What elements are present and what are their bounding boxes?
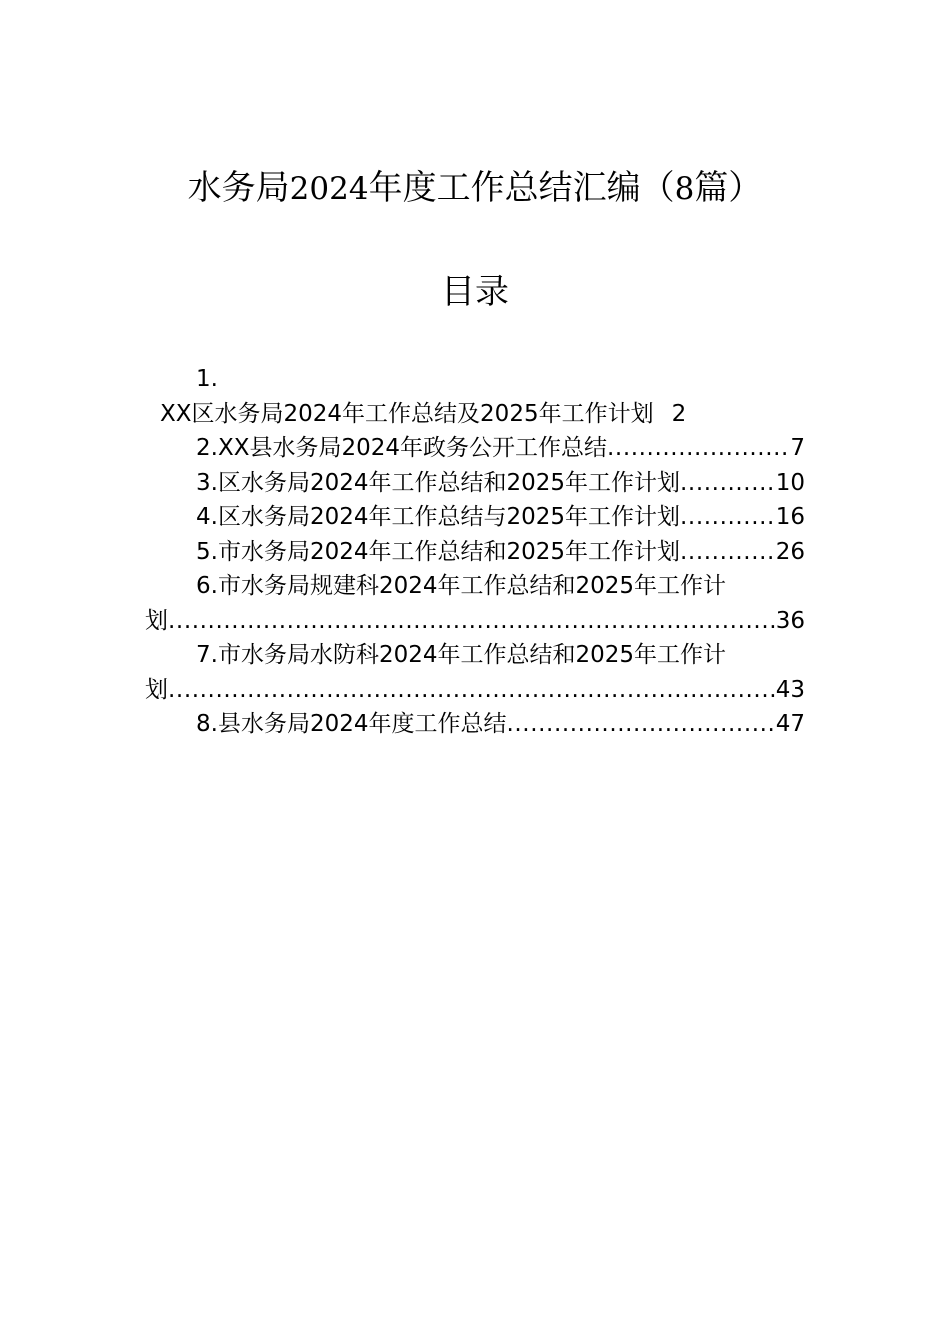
toc-entry-title: 5.市水务局2024年工作总结和2025年工作计划 [196,538,681,565]
toc-entry-title: 2.XX县水务局2024年政务公开工作总结 [196,435,607,461]
toc-entry-4[interactable] [145,500,805,535]
toc-entry-page: 47 [775,711,805,737]
toc-leader [680,500,776,535]
toc-entry-title: 7.市水务局水防科2024年工作总结和2025年工作计 [196,642,727,668]
toc-leader [680,466,776,501]
toc-entry-title-cont: 划 [145,607,168,634]
toc-entry-8[interactable] [145,707,805,742]
toc-entry-3[interactable] [145,466,805,501]
toc-leader [168,673,776,708]
toc-entry-page: 43 [775,676,805,703]
toc-entry-6-continuation[interactable] [145,604,805,639]
toc-entry-page: 10 [775,469,805,496]
title-count: 8 [674,171,695,207]
toc-entry-title: 4.区水务局2024年工作总结与2025年工作计划 [196,504,681,530]
toc-entry-page: 7 [790,435,805,461]
toc-entry-page: 16 [775,504,805,530]
toc-leader [506,707,775,742]
title-mid: 年度工作总结汇编（ [368,168,675,208]
toc-entry-page: 26 [775,538,805,565]
toc-entry-title-cont: 划 [145,676,168,703]
toc-entry-1-number-line[interactable] [145,362,805,397]
toc-entry-6[interactable] [145,569,805,604]
toc-entry-5[interactable] [145,535,805,570]
document-title [0,166,950,211]
toc-leader [680,535,776,570]
title-year: 2024 [289,171,369,207]
toc-entry-number: 1. [196,366,218,392]
toc-entry-title: 8.县水务局2024年度工作总结 [196,711,507,737]
toc-entry-title: 6.市水务局规建科2024年工作总结和2025年工作计 [196,573,727,599]
toc-leader [168,604,776,639]
toc-heading: 目录 [441,272,509,312]
toc-entry-title: 3.区水务局2024年工作总结和2025年工作计划 [196,469,681,496]
toc-entry-2[interactable] [145,431,805,466]
toc-entry-page: 2 [671,400,687,427]
toc-entry-7[interactable] [145,638,805,673]
toc-entry-title: XX区水务局2024年工作总结及2025年工作计划 [160,400,654,427]
title-prefix: 水务局 [187,168,290,208]
toc-entry-7-continuation[interactable] [145,673,805,708]
table-of-contents [145,362,805,742]
toc-leader [607,431,790,466]
toc-entry-1[interactable] [145,397,805,432]
title-suffix: 篇） [694,168,763,208]
toc-entry-page: 36 [775,607,805,634]
